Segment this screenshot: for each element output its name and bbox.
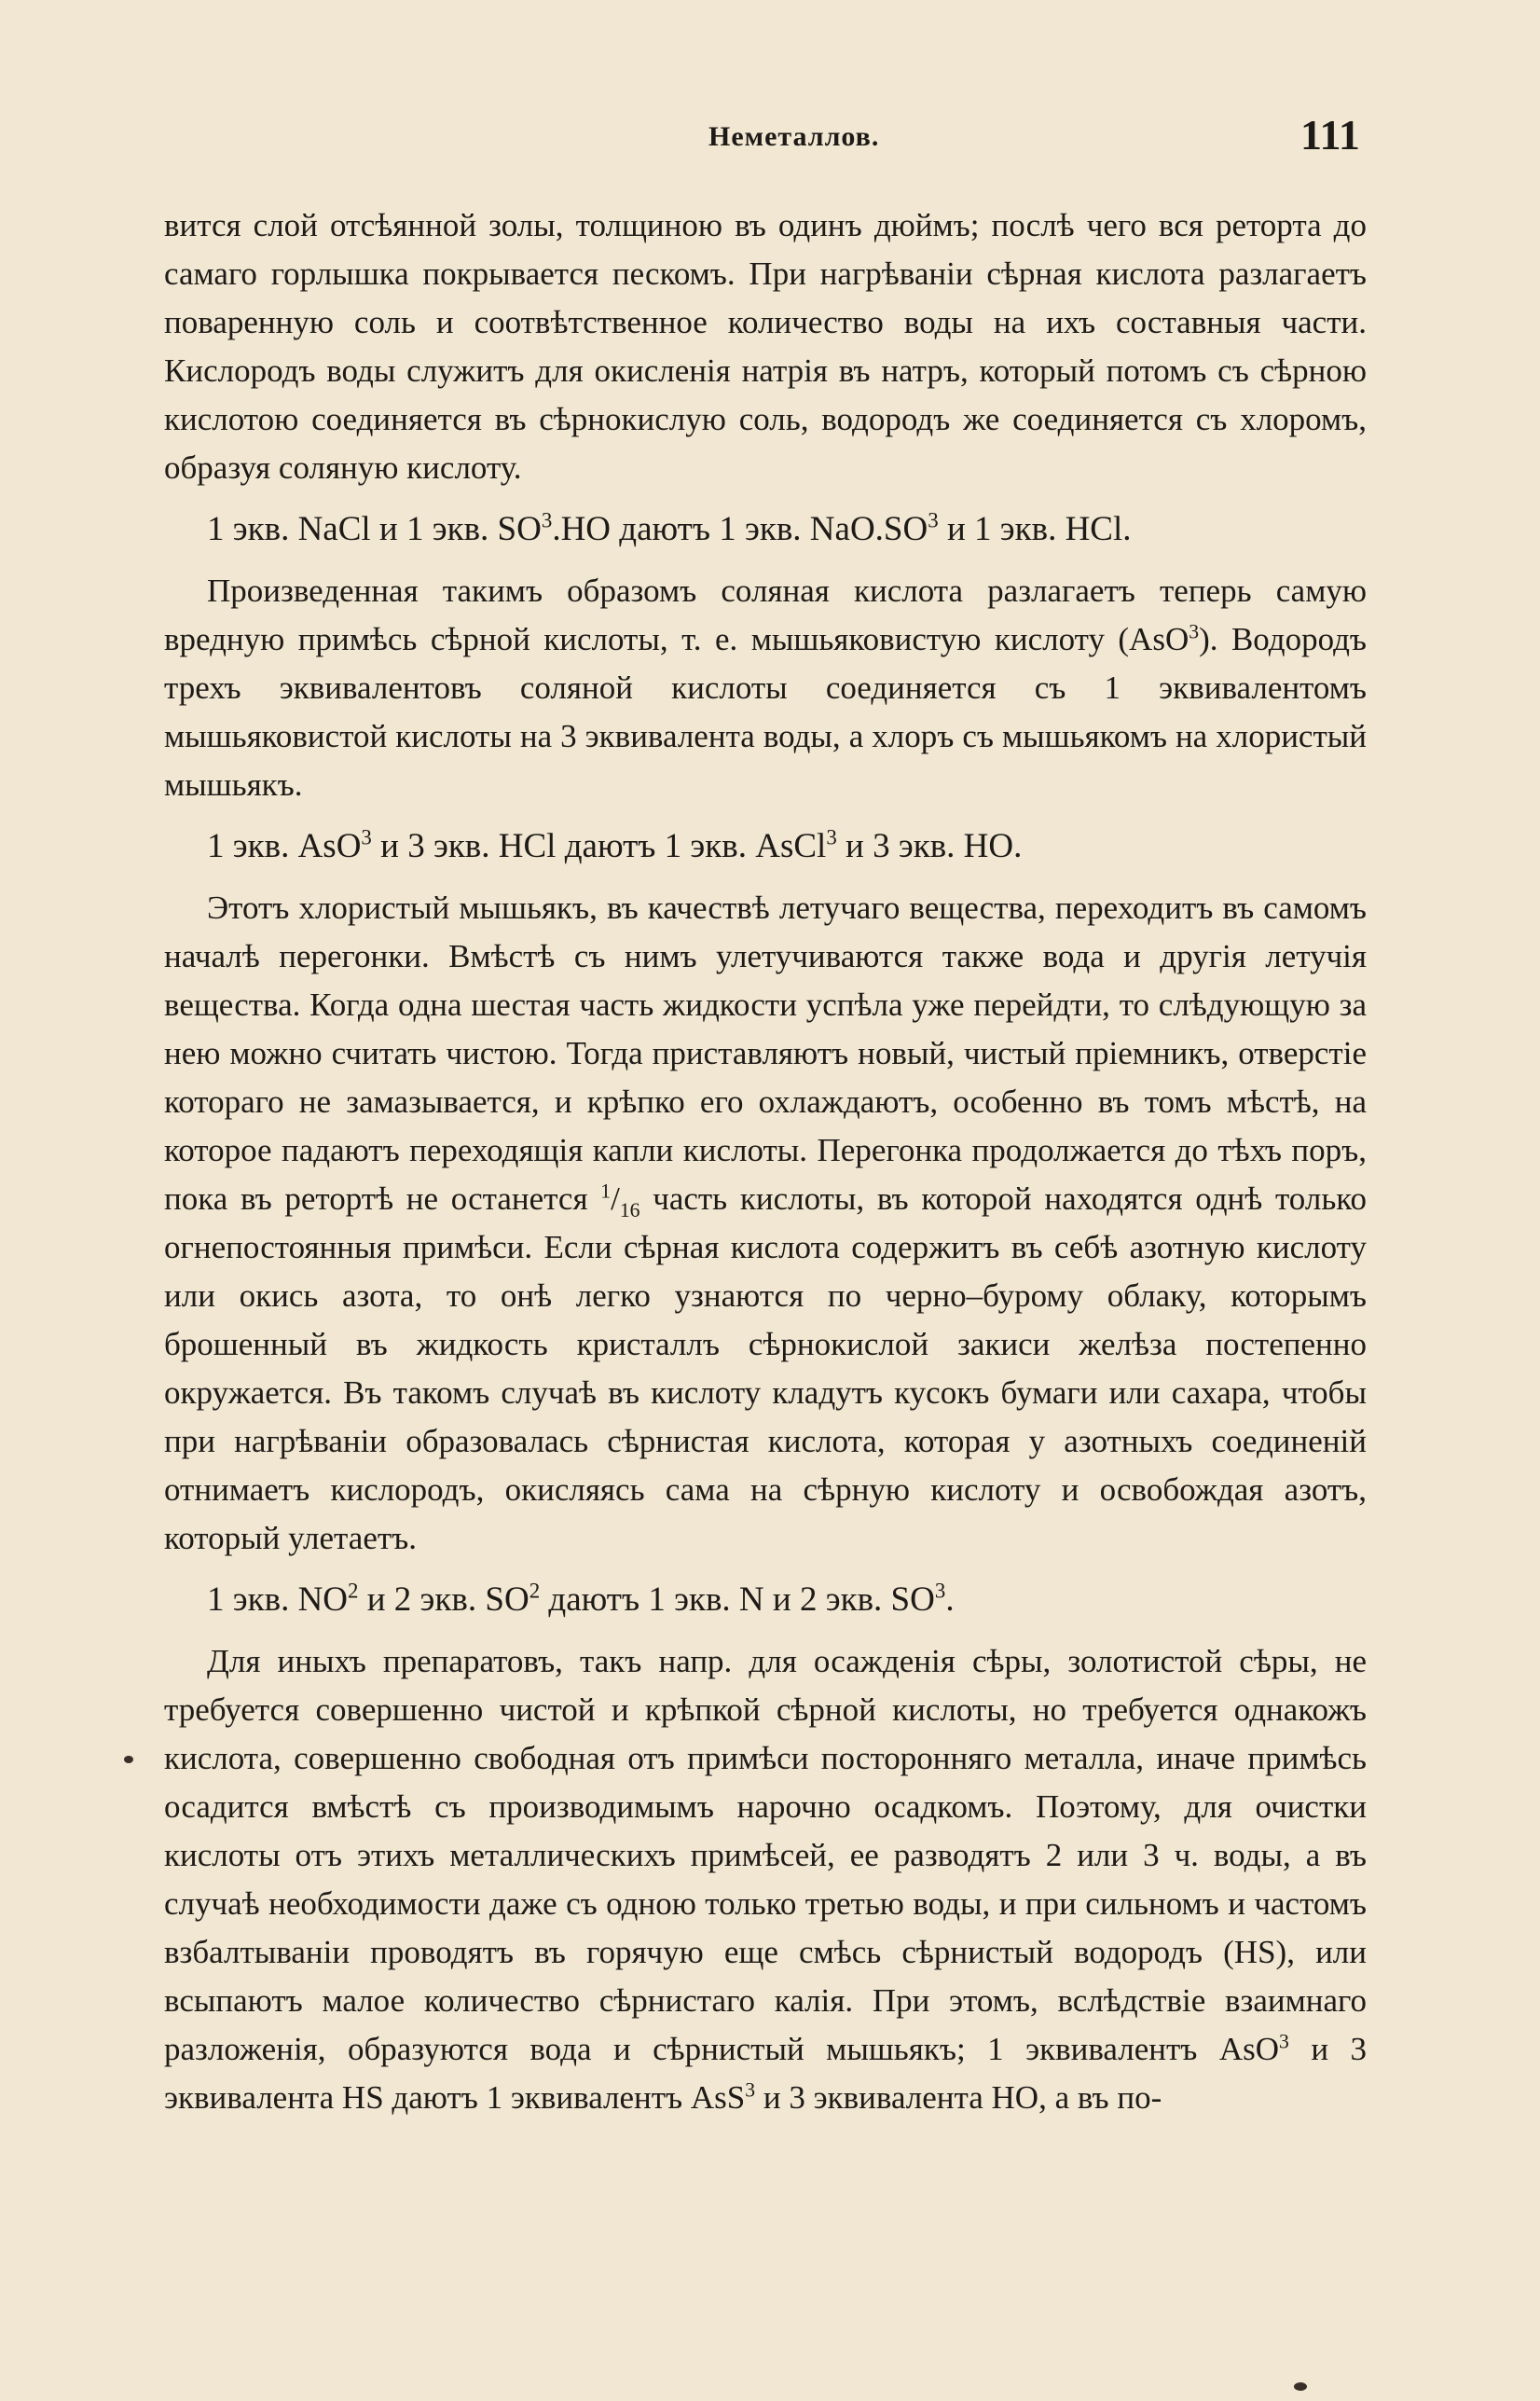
- chemical-equation: 1 экв. AsO$^3$ и 3 экв. HCl даютъ 1 экв. AsCl$^3$ и 3 экв. HO.: [207, 825, 1023, 865]
- paragraph: вится слой отсѣянной золы, толщиною въ одинъ дюймъ; послѣ чего вся реторта до самаго горлышка покрывается пескомъ. При нагрѣваніи сѣрная кислота разлагаетъ поваренную соль и соотвѣтственное количество воды на ихъ составныя части. Кислородъ воды служитъ для окисленія натрія въ натръ, который потомъ съ сѣрною кислотою соединяется въ сѣрнокислую соль, водородъ же соединяется съ хлоромъ, образуя соляную кислоту.: [164, 207, 1367, 486]
- ink-speck: [124, 1756, 133, 1763]
- paragraph: Произведенная такимъ образомъ соляная кислота разлагаетъ теперь самую вредную примѣсь сѣрной кислоты, т. е. мышьяковистую кислоту (AsO$^3$). Водородъ трехъ эквивалентовъ соляной кислоты соединяется съ 1 эквивалентомъ мышьяковистой кислоты на 3 эквивалента воды, а хлоръ съ мышьякомъ на хлористый мышьякъ.: [164, 573, 1367, 803]
- running-title: Неметаллов.: [708, 121, 880, 152]
- paragraph: Этотъ хлористый мышьякъ, въ качествѣ летучаго вещества, переходитъ въ самомъ началѣ перегонки. Вмѣстѣ съ нимъ улетучиваются также вода и другія летучія вещества. Когда одна шестая часть жидкости успѣла уже перейдти, то слѣдующую за нею можно считать чистою. Тогда приставляютъ новый, чистый пріемникъ, отверстіе котораго не замазывается, и крѣпко его охлаждаютъ, особенно въ томъ мѣстѣ, на которое падаютъ переходящія капли кислоты. Перегонка продолжается до тѣхъ поръ, пока въ ретортѣ не останется $^1/_{16}$ часть кислоты, въ которой находятся однѣ только огнепостоянныя примѣси. Если сѣрная кислота содержитъ въ себѣ азотную кислоту или окись азота, то онѣ легко узнаются по черно–бурому облаку, которымъ брошенный въ жидкость кристаллъ сѣрнокислой закиси желѣза постепенно окружается. Въ такомъ случаѣ въ кислоту кладутъ кусокъ бумаги или сахара, чтобы при нагрѣваніи образовалась сѣрнистая кислота, которая у азотныхъ соединеній отнимаетъ кислородъ, окисляясь сама на сѣрную кислоту и освобождая азотъ, который улетаетъ.: [164, 890, 1368, 1556]
- page-number: 111: [1300, 111, 1360, 159]
- ink-speck: [1294, 2382, 1307, 2391]
- chemical-equation: 1 экв. $NO^2$ и 2 экв. $SO^2$ даютъ 1 экв. N и 2 экв. $SO^3$.: [207, 1579, 955, 1619]
- chemical-equation: 1 экв. NaCl и 1 экв. $SO^3.HO$ даютъ 1 экв. $NaO.SO^3$ и 1 экв. HCl.: [207, 508, 1132, 548]
- paragraph: Для иныхъ препаратовъ, такъ напр. для осажденія сѣры, золотистой сѣры, не требуется совершенно чистой и крѣпкой сѣрной кислоты, но требуется однакожъ кислота, совершенно свободная отъ примѣси посторонняго металла, иначе примѣсь осадится вмѣстѣ съ производимымъ нарочно осадкомъ. Поэтому, для очистки кислоты отъ этихъ металлическихъ примѣсей, ее разводятъ 2 или 3 ч. воды, а въ случаѣ необходимости даже съ одною только третью воды, и при сильномъ и частомъ взбалтываніи проводятъ въ горячую еще смѣсь сѣрнистый водородъ (HS), или всыпаютъ малое количество сѣрнистаго калія. При этомъ, вслѣдствіе взаимнаго разложенія, образуются вода и сѣрнистый мышьякъ; 1 эквивалентъ AsO$^3$ и 3 эквивалента HS даютъ 1 эквивалентъ AsS$^3$ и 3 эквивалента HO, а въ по-: [164, 1643, 1368, 2116]
- body-text: [164, 201, 1367, 2135]
